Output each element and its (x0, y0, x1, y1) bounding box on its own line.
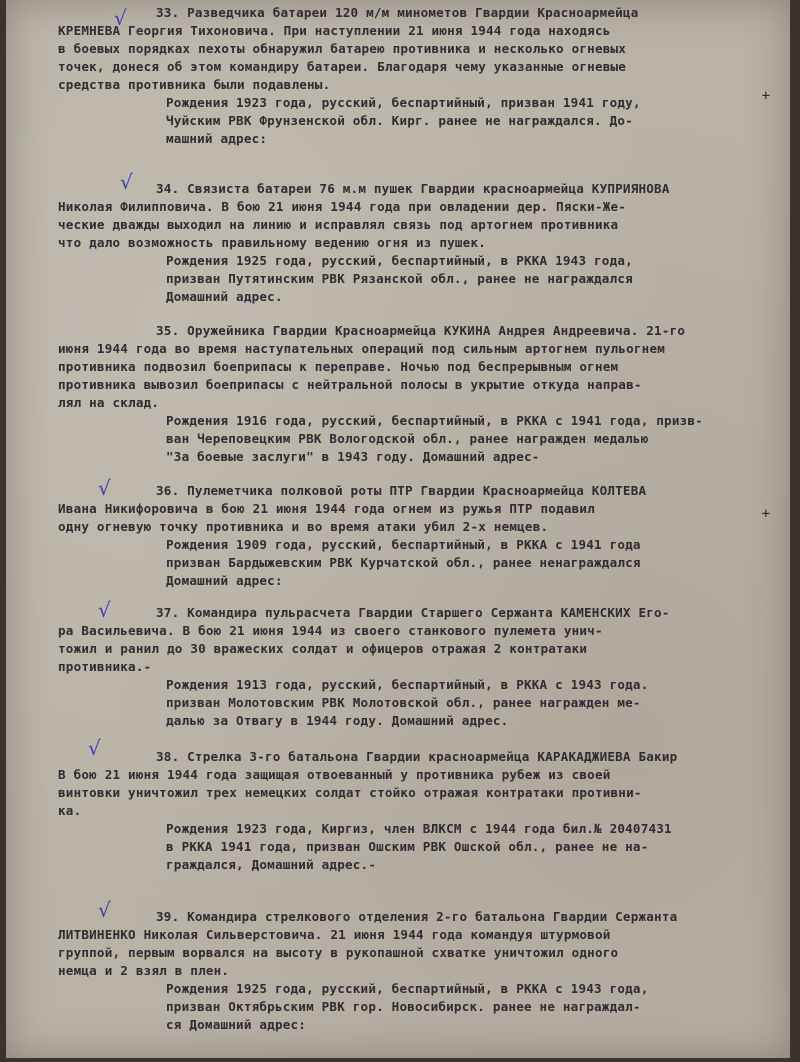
entry-line: машний адрес: (166, 131, 268, 146)
award-entry (58, 908, 766, 1034)
entry-line: Рождения 1923 года, русский, беспартийный, призван 1941 году, (166, 95, 641, 110)
checkmark-icon: √ (98, 898, 111, 922)
entry-line: 33. Разведчика батареи 120 м/м минометов Гвардии Красноармейца (156, 5, 639, 20)
entry-line: ЛИТВИНЕНКО Николая Сильверстовича. 21 июня 1944 года командуя штурмовой (58, 927, 611, 942)
entry-line: июня 1944 года во время наступательных операций под сильным артогнем пульогнем (58, 341, 666, 356)
entry-line: что дало возможность правильному ведению огня из пушек. (58, 235, 487, 250)
entry-line: в боевых порядках пехоты обнаружил батарею противника и несколько огневых (58, 41, 627, 56)
checkmark-icon: √ (120, 170, 133, 194)
award-entry (58, 4, 766, 148)
entry-line: ван Череповецким РВК Вологодской обл., ранее награжден медалью (166, 431, 649, 446)
entry-line: призван Путятинским РВК Рязанской обл., ранее не награждался (166, 271, 633, 286)
entry-line: ра Васильевича. В бою 21 июня 1944 из своего станкового пулемета унич- (58, 623, 603, 638)
entry-line: Домашний адрес: (166, 573, 283, 588)
entry-line: Рождения 1909 года, русский, беспартийный, в РККА с 1941 года (166, 537, 641, 552)
entry-line: Рождения 1923 года, Киргиз, член ВЛКСМ с 1944 года бил.№ 20407431 (166, 821, 672, 836)
entry-line: лял на склад. (58, 395, 160, 410)
entry-line: тожил и ранил до 30 вражеских солдат и офицеров отражая 2 контратаки (58, 641, 588, 656)
award-entry (58, 322, 766, 466)
checkmark-icon: √ (98, 598, 111, 622)
entry-line: противника подвозил боеприпасы к переправе. Ночью под беспрерывным огнем (58, 359, 619, 374)
checkmark-icon: √ (88, 736, 101, 760)
entry-line: ка. (58, 803, 82, 818)
entry-line: 36. Пулеметчика полковой роты ПТР Гвардии Красноармейца КОЛТЕВА (156, 483, 647, 498)
entry-line: средства противника были подавлены. (58, 77, 331, 92)
entry-line: точек, донеся об этом командиру батареи. Благодаря чему указанные огневые (58, 59, 627, 74)
entry-line: одну огневую точку противника и во время атаки убил 2-х немцев. (58, 519, 549, 534)
checkmark-icon: √ (114, 6, 127, 30)
entry-line: КРЕМНЕВА Георгия Тихоновича. При наступлении 21 июня 1944 года находясь (58, 23, 611, 38)
margin-mark: + (761, 506, 770, 522)
entry-line: винтовки уничтожил трех немецких солдат стойко отражая контратаки противни- (58, 785, 642, 800)
entry-line: "За боевые заслуги" в 1943 году. Домашний адрес- (166, 449, 540, 464)
entry-line: 37. Командира пульрасчета Гвардии Старшего Сержанта КАМЕНСКИХ Его- (156, 605, 670, 620)
entry-line: граждался, Домашний адрес.- (166, 857, 377, 872)
entry-line: противника.- (58, 659, 152, 674)
entry-line: противника вывозил боеприпасы с нейтральной полосы в укрытие откуда направ- (58, 377, 642, 392)
award-entry (58, 482, 766, 590)
entry-line: группой, первым ворвался на высоту в рукопашной схватке уничтожил одного (58, 945, 619, 960)
margin-mark: + (761, 88, 770, 104)
entry-line: Чуйским РВК Фрунзенской обл. Кирг. ранее не награждался. До- (166, 113, 633, 128)
entry-line: 38. Стрелка 3-го батальона Гвардии красноармейца КАРАКАДЖИЕВА Бакир (156, 749, 678, 764)
entry-line: ся Домашний адрес: (166, 1017, 307, 1032)
entry-line: Рождения 1913 года, русский, беспартийный, в РККА с 1943 года. (166, 677, 649, 692)
entry-line: Домашний адрес. (166, 289, 283, 304)
entry-line: Рождения 1925 года, русский, беспартийный, в РККА с 1943 года, (166, 981, 649, 996)
entry-line: в РККА 1941 года, призван Ошским РВК Ошской обл., ранее не на- (166, 839, 649, 854)
entry-line: призван Бардыжевским РВК Курчатской обл., ранее ненаграждался (166, 555, 641, 570)
entry-line: призван Октябрьским РВК гор. Новосибирск. ранее не награждал- (166, 999, 641, 1014)
entry-line: Рождения 1916 года, русский, беспартийный, в РККА с 1941 года, призв- (166, 413, 703, 428)
award-entry (58, 748, 766, 874)
award-entry (58, 180, 766, 306)
entry-line: далью за Отвагу в 1944 году. Домашний адрес. (166, 713, 509, 728)
entry-line: 39. Командира стрелкового отделения 2-го батальона Гвардии Сержанта (156, 909, 678, 924)
entry-line: 35. Оружейника Гвардии Красноармейца КУКИНА Андрея Андреевича. 21-го (156, 323, 686, 338)
entry-line: Николая Филипповича. В бою 21 июня 1944 года при овладении дер. Пяски-Же- (58, 199, 627, 214)
entry-line: Рождения 1925 года, русский, беспартийный, в РККА 1943 года, (166, 253, 633, 268)
entry-line: Ивана Никифоровича в бою 21 июня 1944 года огнем из ружья ПТР подавил (58, 501, 595, 516)
document-page (6, 0, 790, 1058)
entry-line: 34. Связиста батареи 76 м.м пушек Гвардии красноармейца КУПРИЯНОВА (156, 181, 670, 196)
entry-line: ческие дважды выходил на линию и исправлял связь под артогнем противника (58, 217, 619, 232)
entry-line: призван Молотовским РВК Молотовской обл., ранее награжден ме- (166, 695, 641, 710)
checkmark-icon: √ (98, 476, 111, 500)
award-entry (58, 604, 766, 730)
entry-line: В бою 21 июня 1944 года защищая отвоеванный у противника рубеж из своей (58, 767, 611, 782)
entry-line: немца и 2 взял в плен. (58, 963, 230, 978)
